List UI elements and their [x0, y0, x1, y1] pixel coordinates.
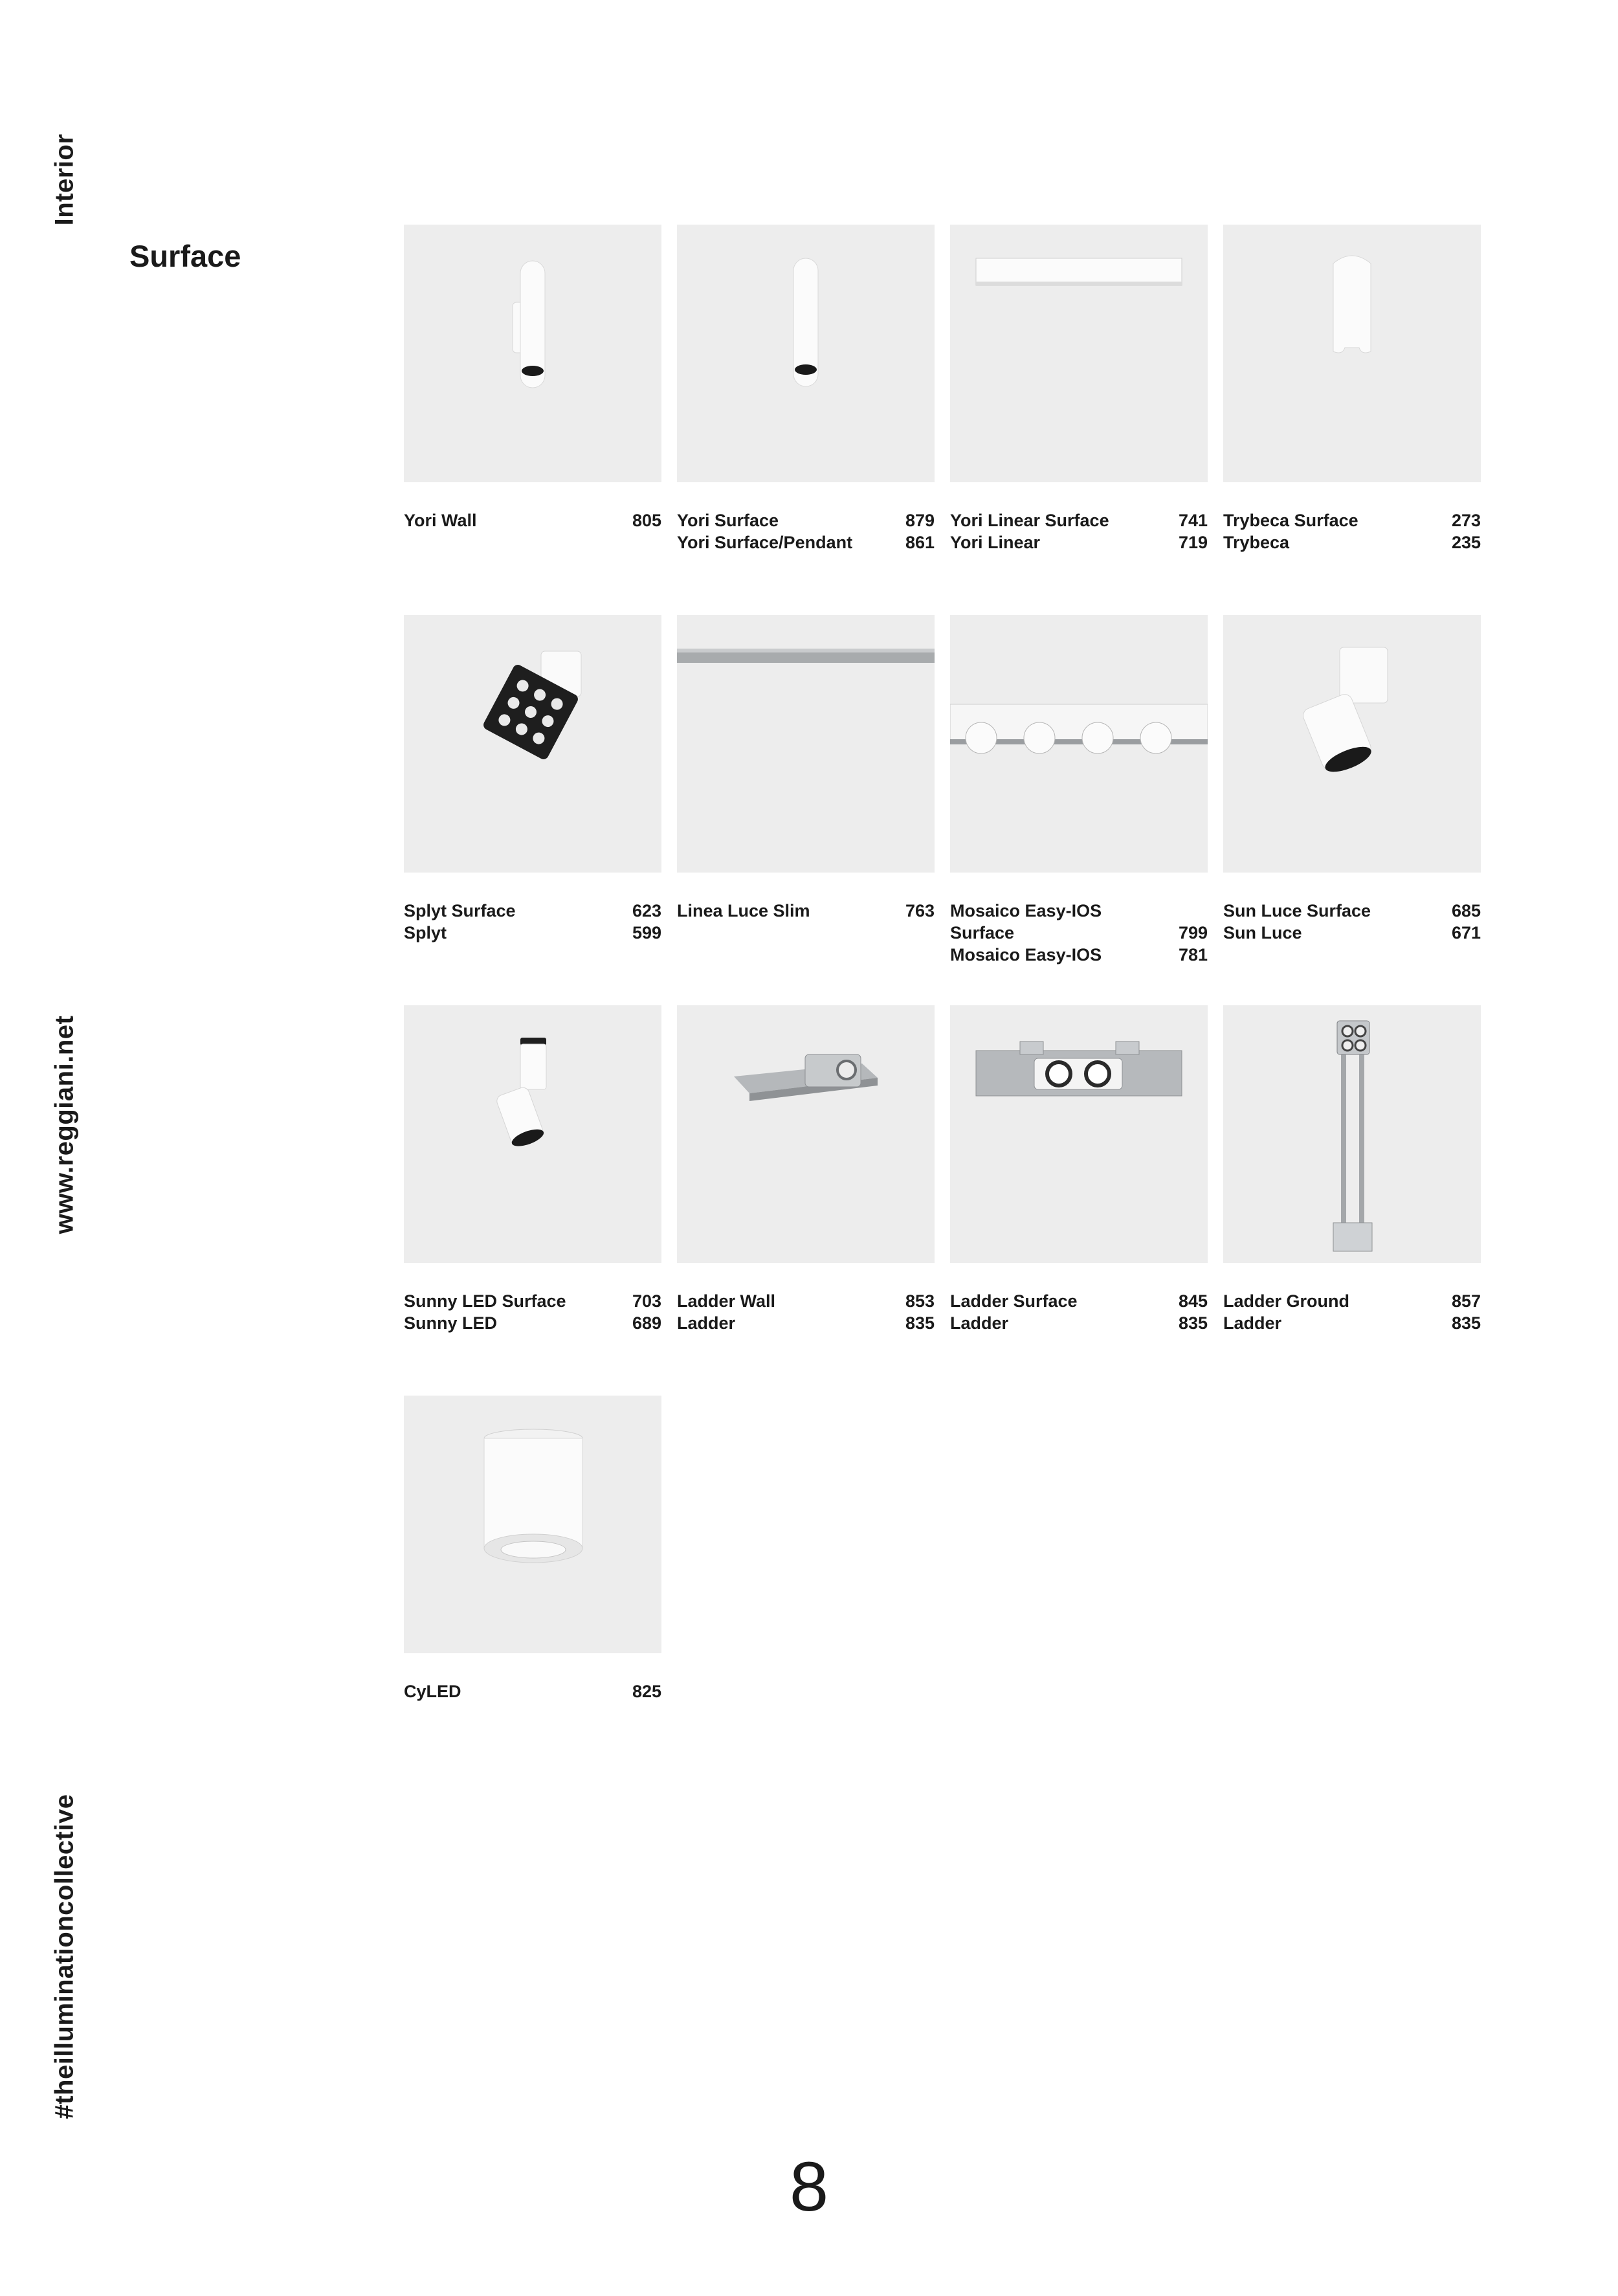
product-name: Mosaico Easy-IOS: [950, 901, 1102, 920]
product-name: Surface: [950, 923, 1015, 942]
page-reference: 861: [905, 533, 935, 552]
product-name: Ladder: [677, 1313, 736, 1333]
sun-luce-icon: [1223, 615, 1481, 873]
ladder-wall-icon: [677, 1005, 935, 1263]
product-name: Yori Wall: [404, 511, 477, 530]
product-image-6[interactable]: [677, 615, 935, 873]
product-image-3[interactable]: [950, 225, 1208, 482]
product-image-9[interactable]: [404, 1005, 661, 1263]
caption-line[interactable]: [404, 922, 661, 944]
page-reference: 719: [1178, 533, 1208, 552]
page-number: 8: [789, 2147, 829, 2225]
product-name: Yori Linear Surface: [950, 511, 1109, 530]
caption-line[interactable]: [950, 1312, 1208, 1334]
product-image-8[interactable]: [1223, 615, 1481, 873]
page-reference: 671: [1451, 923, 1481, 942]
yori-surface-icon: [677, 225, 935, 482]
page-reference: 835: [1451, 1313, 1481, 1333]
caption-line[interactable]: [950, 944, 1208, 966]
product-name: Sun Luce Surface: [1223, 901, 1371, 920]
product-name: Trybeca Surface: [1223, 511, 1358, 530]
product-name: Yori Linear: [950, 533, 1041, 552]
trybeca-icon: [1223, 225, 1481, 482]
page-reference: 599: [632, 923, 661, 942]
product-image-10[interactable]: [677, 1005, 935, 1263]
hashtag-label: #theilluminationcollective: [50, 1794, 79, 2119]
page-reference: 703: [632, 1291, 661, 1311]
caption-line[interactable]: [950, 531, 1208, 553]
page-reference: 805: [632, 511, 661, 530]
product-image-12[interactable]: [1223, 1005, 1481, 1263]
product-name: Linea Luce Slim: [677, 901, 810, 920]
ladder-surface-icon: [950, 1005, 1208, 1263]
caption-line[interactable]: [404, 509, 661, 531]
sunny-led-icon: [404, 1005, 661, 1263]
caption-line[interactable]: [1223, 900, 1481, 922]
caption-line[interactable]: [677, 531, 935, 553]
cyled-icon: [404, 1396, 661, 1653]
page-reference: 879: [905, 511, 935, 530]
product-name: Sunny LED: [404, 1313, 498, 1333]
caption-line[interactable]: [950, 922, 1208, 944]
product-caption-9: [404, 1290, 661, 1334]
caption-line[interactable]: [950, 1290, 1208, 1312]
product-name: Ladder Ground: [1223, 1291, 1349, 1311]
product-caption-6: [677, 900, 935, 922]
page-title: Surface: [129, 239, 241, 273]
ladder-ground-icon: [1223, 1005, 1481, 1263]
page-reference: [1202, 900, 1208, 922]
page-reference: 235: [1451, 533, 1481, 552]
caption-line[interactable]: [404, 1680, 661, 1702]
product-caption-11: [950, 1290, 1208, 1334]
product-image-7[interactable]: [950, 615, 1208, 873]
section-label: Interior: [50, 133, 79, 226]
product-image-4[interactable]: [1223, 225, 1481, 482]
caption-line[interactable]: [950, 900, 1208, 922]
product-image-5[interactable]: [404, 615, 661, 873]
product-name: Sun Luce: [1223, 923, 1302, 942]
product-name: Ladder: [1223, 1313, 1282, 1333]
product-name: CyLED: [404, 1682, 461, 1701]
caption-line[interactable]: [1223, 509, 1481, 531]
caption-line[interactable]: [1223, 922, 1481, 944]
product-name: Mosaico Easy-IOS: [950, 945, 1102, 964]
caption-line[interactable]: [1223, 1290, 1481, 1312]
page-reference: 685: [1451, 901, 1481, 920]
product-caption-12: [1223, 1290, 1481, 1334]
caption-line[interactable]: [404, 1312, 661, 1334]
yori-linear-icon: [950, 225, 1208, 482]
product-caption-10: [677, 1290, 935, 1334]
splyt-icon: [404, 615, 661, 873]
page-reference: 835: [1178, 1313, 1208, 1333]
product-image-13[interactable]: [404, 1396, 661, 1653]
product-caption-2: [677, 509, 935, 553]
caption-line[interactable]: [677, 509, 935, 531]
page-reference: 845: [1178, 1291, 1208, 1311]
mosaico-icon: [950, 615, 1208, 873]
linea-luce-icon: [677, 615, 935, 873]
page-reference: 781: [1178, 945, 1208, 964]
product-caption-1: [404, 509, 661, 531]
product-name: Ladder Surface: [950, 1291, 1078, 1311]
product-name: Trybeca: [1223, 533, 1290, 552]
product-image-11[interactable]: [950, 1005, 1208, 1263]
page-reference: 689: [632, 1313, 661, 1333]
product-name: Splyt: [404, 923, 447, 942]
caption-line[interactable]: [677, 1290, 935, 1312]
product-caption-13: [404, 1680, 661, 1702]
product-caption-3: [950, 509, 1208, 553]
page-reference: 835: [905, 1313, 935, 1333]
caption-line[interactable]: [1223, 1312, 1481, 1334]
product-caption-7: [950, 900, 1208, 966]
product-image-2[interactable]: [677, 225, 935, 482]
page-reference: 853: [905, 1291, 935, 1311]
yori-wall-icon: [404, 225, 661, 482]
caption-line[interactable]: [1223, 531, 1481, 553]
product-name: Yori Surface: [677, 511, 779, 530]
page-reference: 857: [1451, 1291, 1481, 1311]
page-reference: 763: [905, 901, 935, 920]
caption-line[interactable]: [677, 1312, 935, 1334]
product-name: Splyt Surface: [404, 901, 516, 920]
caption-line[interactable]: [677, 900, 935, 922]
page-reference: 623: [632, 901, 661, 920]
caption-line[interactable]: [404, 1290, 661, 1312]
caption-line[interactable]: [404, 900, 661, 922]
product-name: Ladder: [950, 1313, 1009, 1333]
caption-line[interactable]: [950, 509, 1208, 531]
product-name: Ladder Wall: [677, 1291, 776, 1311]
product-name: Sunny LED Surface: [404, 1291, 566, 1311]
product-caption-5: [404, 900, 661, 944]
page-reference: 799: [1178, 923, 1208, 942]
page-reference: 825: [632, 1682, 661, 1701]
page-reference: 273: [1451, 511, 1481, 530]
product-caption-4: [1223, 509, 1481, 553]
product-name: Yori Surface/Pendant: [677, 533, 853, 552]
product-caption-8: [1223, 900, 1481, 944]
product-image-1[interactable]: [404, 225, 661, 482]
website-link[interactable]: www.reggiani.net: [50, 1015, 79, 1234]
page-reference: 741: [1178, 511, 1208, 530]
